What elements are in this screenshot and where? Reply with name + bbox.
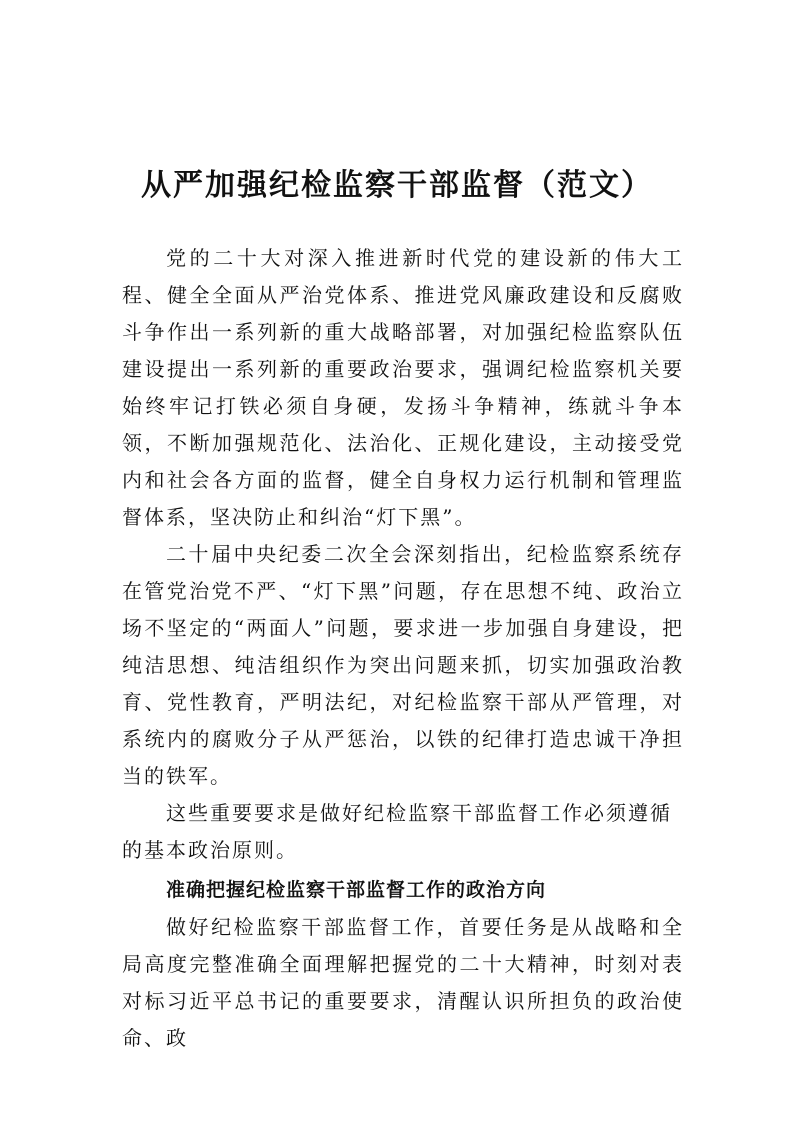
paragraph-3: 这些重要要求是做好纪检监察干部监督工作必须遵循的基本政治原则。 [122,801,672,862]
paragraph-1: 党的二十大对深入推进新时代党的建设新的伟大工程、健全全面从严治党体系、推进党风廉政建设和反腐败斗争作出一系列新的重大战略部署，对加强纪检监察队伍建设提出一系列新的重要政治要求，强调纪检监察机关要始终牢记打铁必须自身硬，发扬斗争精神，练就斗争本领，不断加强规范化、法治化、正规化建设，主动接受党内和社会各方面的监督，健全自身权力运行机制和管理监督体系，坚决防止和纠治“灯下黑”。 [122,246,684,529]
paragraph-2: 二十届中央纪委二次全会深刻指出，纪检监察系统存在管党治党不严、“灯下黑”问题，存在思想不纯、政治立场不坚定的“两面人”问题，要求进一步加强自身建设，把纯洁思想、纯洁组织作为突出问题来抓，切实加强政治教育、党性教育，严明法纪，对纪检监察干部从严管理，对系统内的腐败分子从严惩治，以铁的纪律打造忠诚干净担当的铁军。 [122,542,684,788]
section-heading: 准确把握纪检监察干部监督工作的政治方向 [166,879,547,901]
document-title: 从严加强纪检监察干部监督（范文） [141,168,653,204]
paragraph-4: 做好纪检监察干部监督工作，首要任务是从战略和全局高度完整准确全面理解把握党的二十大精神，时刻对表对标习近平总书记的重要要求，清醒认识所担负的政治使命、政 [122,915,684,1050]
document-body [122,240,684,1057]
